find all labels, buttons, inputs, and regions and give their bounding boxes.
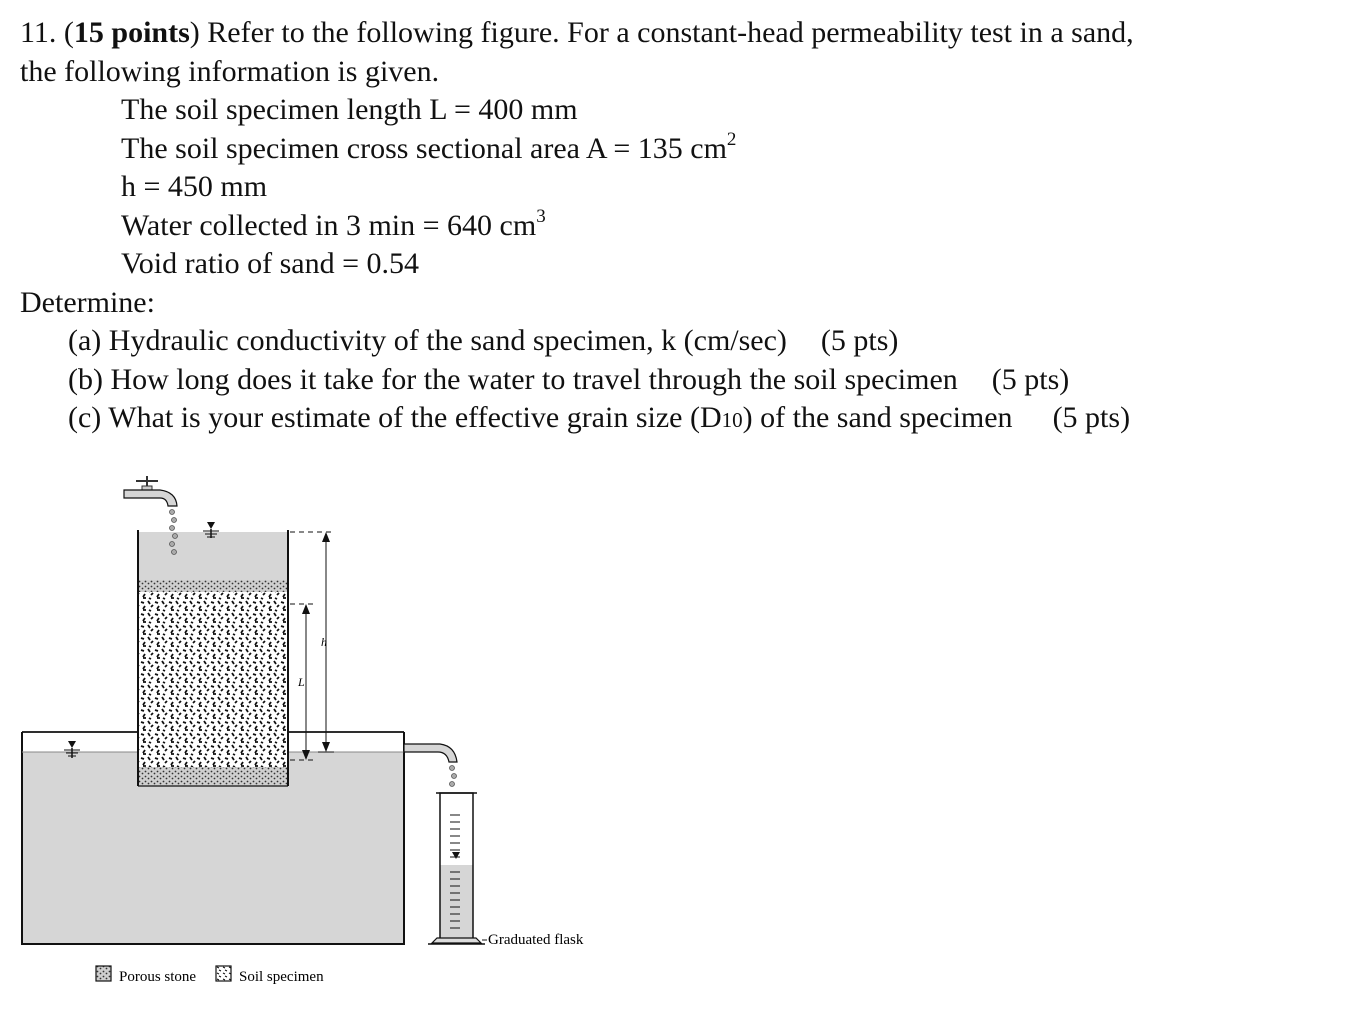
outlet-pipe xyxy=(404,744,457,787)
part-c-points: (5 pts) xyxy=(1052,401,1131,434)
label-L: L xyxy=(298,675,305,689)
part-a-points: (5 pts) xyxy=(820,324,899,357)
question-points: 15 points xyxy=(73,16,190,49)
question-intro-2: the following information is given. xyxy=(20,54,440,88)
legend-porous-swatch xyxy=(96,966,111,981)
part-b-points: (5 pts) xyxy=(991,362,1070,396)
given-item: Void ratio of sand = 0.54 xyxy=(121,247,420,280)
flask-label: Graduated flask xyxy=(488,932,584,948)
part-c: (c) What is your estimate of the effective grain size (D10) of the sand specimen (5 pts) xyxy=(68,401,1131,434)
dimension-L xyxy=(290,604,314,760)
question-intro-1: Refer to the following figure. For a constant-head permeability test in a sand, xyxy=(207,16,1134,49)
soil-column xyxy=(138,530,288,786)
part-a: (a) Hydraulic conductivity of the sand specimen, k (cm/sec) (5 pts) xyxy=(68,324,899,357)
given-item: The soil specimen length L = 400 mm xyxy=(121,93,578,126)
legend xyxy=(96,966,324,985)
determine-heading: Determine: xyxy=(20,285,155,319)
question-header: 11. (15 points) Refer to the following figure. For a constant-head permeability test in a sand, xyxy=(20,16,1134,49)
given-item: The soil specimen cross sectional area A = 135 $cm^2$ xyxy=(121,128,737,165)
graduated-flask xyxy=(428,793,584,948)
label-h: h xyxy=(321,635,327,649)
legend-soil-label: Soil specimen xyxy=(239,969,324,985)
given-item: h = 450 mm xyxy=(121,170,268,203)
part-b: (b) How long does it take for the water to travel through the soil specimen (5 pts) xyxy=(68,362,1070,396)
legend-porous-label: Porous stone xyxy=(119,969,197,985)
legend-soil-swatch xyxy=(216,966,231,981)
given-item: Water collected in 3 min = 640 $cm^3$ xyxy=(121,205,546,242)
dimension-h xyxy=(290,532,334,752)
question-number: 11. xyxy=(20,16,57,49)
